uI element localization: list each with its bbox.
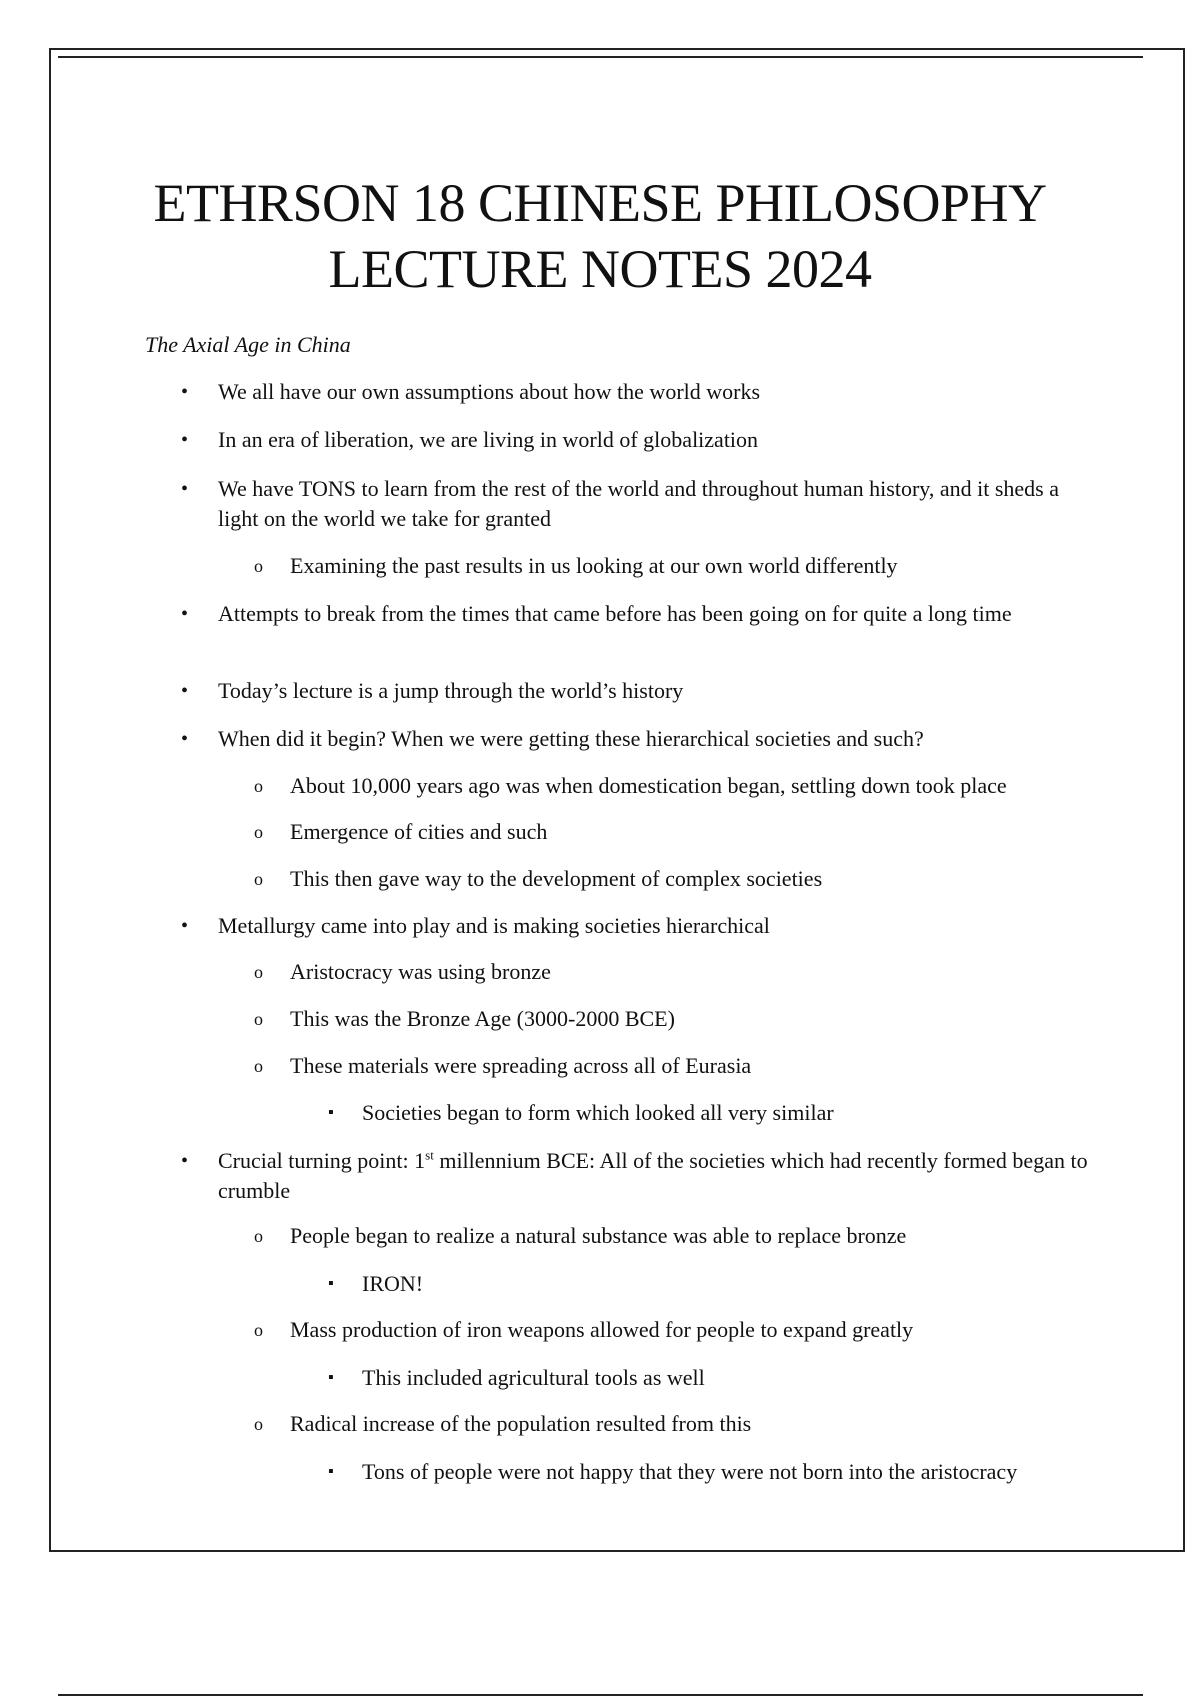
bottom-rule (58, 1694, 1143, 1696)
list-item: Societies began to form which looked all very similar (362, 1100, 834, 1125)
list-item: Examining the past results in us looking at our own world differently (290, 553, 898, 578)
list-item: In an era of liberation, we are living in world of globalization (218, 427, 759, 452)
circle-marker: o (254, 1009, 263, 1029)
list-item: Attempts to break from the times that came before has been going on for quite a long time (218, 601, 1012, 626)
square-marker: ▪ (328, 1369, 334, 1386)
bullet-marker: • (181, 429, 189, 451)
list-item: Radical increase of the population resulted from this (290, 1411, 752, 1436)
circle-marker: o (254, 962, 263, 982)
list-item: Aristocracy was using bronze (290, 959, 551, 984)
circle-marker: o (254, 1226, 263, 1246)
bullet-marker: • (181, 1150, 189, 1172)
circle-marker: o (254, 556, 263, 576)
section-heading: The Axial Age in China (145, 332, 351, 357)
title-line-2: LECTURE NOTES 2024 (328, 239, 872, 299)
list-item: About 10,000 years ago was when domestication began, settling down took place (290, 773, 1007, 798)
circle-marker: o (254, 1414, 263, 1434)
list-item: Mass production of iron weapons allowed for people to expand greatly (290, 1317, 914, 1342)
list-item: We have TONS to learn from the rest of the world and throughout human history, and it sheds a light on the world we take for granted (218, 476, 1059, 531)
list-item: This then gave way to the development of complex societies (290, 866, 823, 891)
list-item: Metallurgy came into play and is making societies hierarchical (218, 913, 770, 938)
top-rule (58, 56, 1143, 58)
bullet-marker: • (181, 680, 189, 702)
list-item: This included agricultural tools as well (362, 1365, 705, 1390)
title-line-1: ETHRSON 18 CHINESE PHILOSOPHY (153, 173, 1047, 233)
list-item: Tons of people were not happy that they were not born into the aristocracy (362, 1459, 1018, 1484)
document-title (100, 170, 1100, 302)
square-marker: ▪ (328, 1463, 334, 1480)
list-item-text: millennium BCE: All of the societies which had recently formed began to crumble (218, 1148, 1088, 1203)
square-marker: ▪ (328, 1275, 334, 1292)
list-item: We all have our own assumptions about how the world works (218, 379, 761, 404)
list-item (218, 1146, 1108, 1206)
list-item: People began to realize a natural substance was able to replace bronze (290, 1223, 907, 1248)
ordinal-suffix: st (425, 1147, 434, 1163)
list-item: Emergence of cities and such (290, 819, 548, 844)
square-marker: ▪ (328, 1104, 334, 1121)
list-item: When did it begin? When we were getting these hierarchical societies and such? (218, 726, 924, 751)
circle-marker: o (254, 822, 263, 842)
bullet-marker: • (181, 381, 189, 403)
list-item: This was the Bronze Age (3000-2000 BCE) (290, 1006, 675, 1031)
circle-marker: o (254, 776, 263, 796)
circle-marker: o (254, 869, 263, 889)
circle-marker: o (254, 1056, 263, 1076)
circle-marker: o (254, 1320, 263, 1340)
bullet-marker: • (181, 915, 189, 937)
bullet-marker: • (181, 728, 189, 750)
bullet-marker: • (181, 478, 189, 500)
list-item: These materials were spreading across all of Eurasia (290, 1053, 752, 1078)
list-item: Today’s lecture is a jump through the world’s history (218, 678, 684, 703)
list-item: IRON! (362, 1271, 424, 1296)
list-item-text: Crucial turning point: 1 (218, 1148, 426, 1173)
bullet-marker: • (181, 603, 189, 625)
